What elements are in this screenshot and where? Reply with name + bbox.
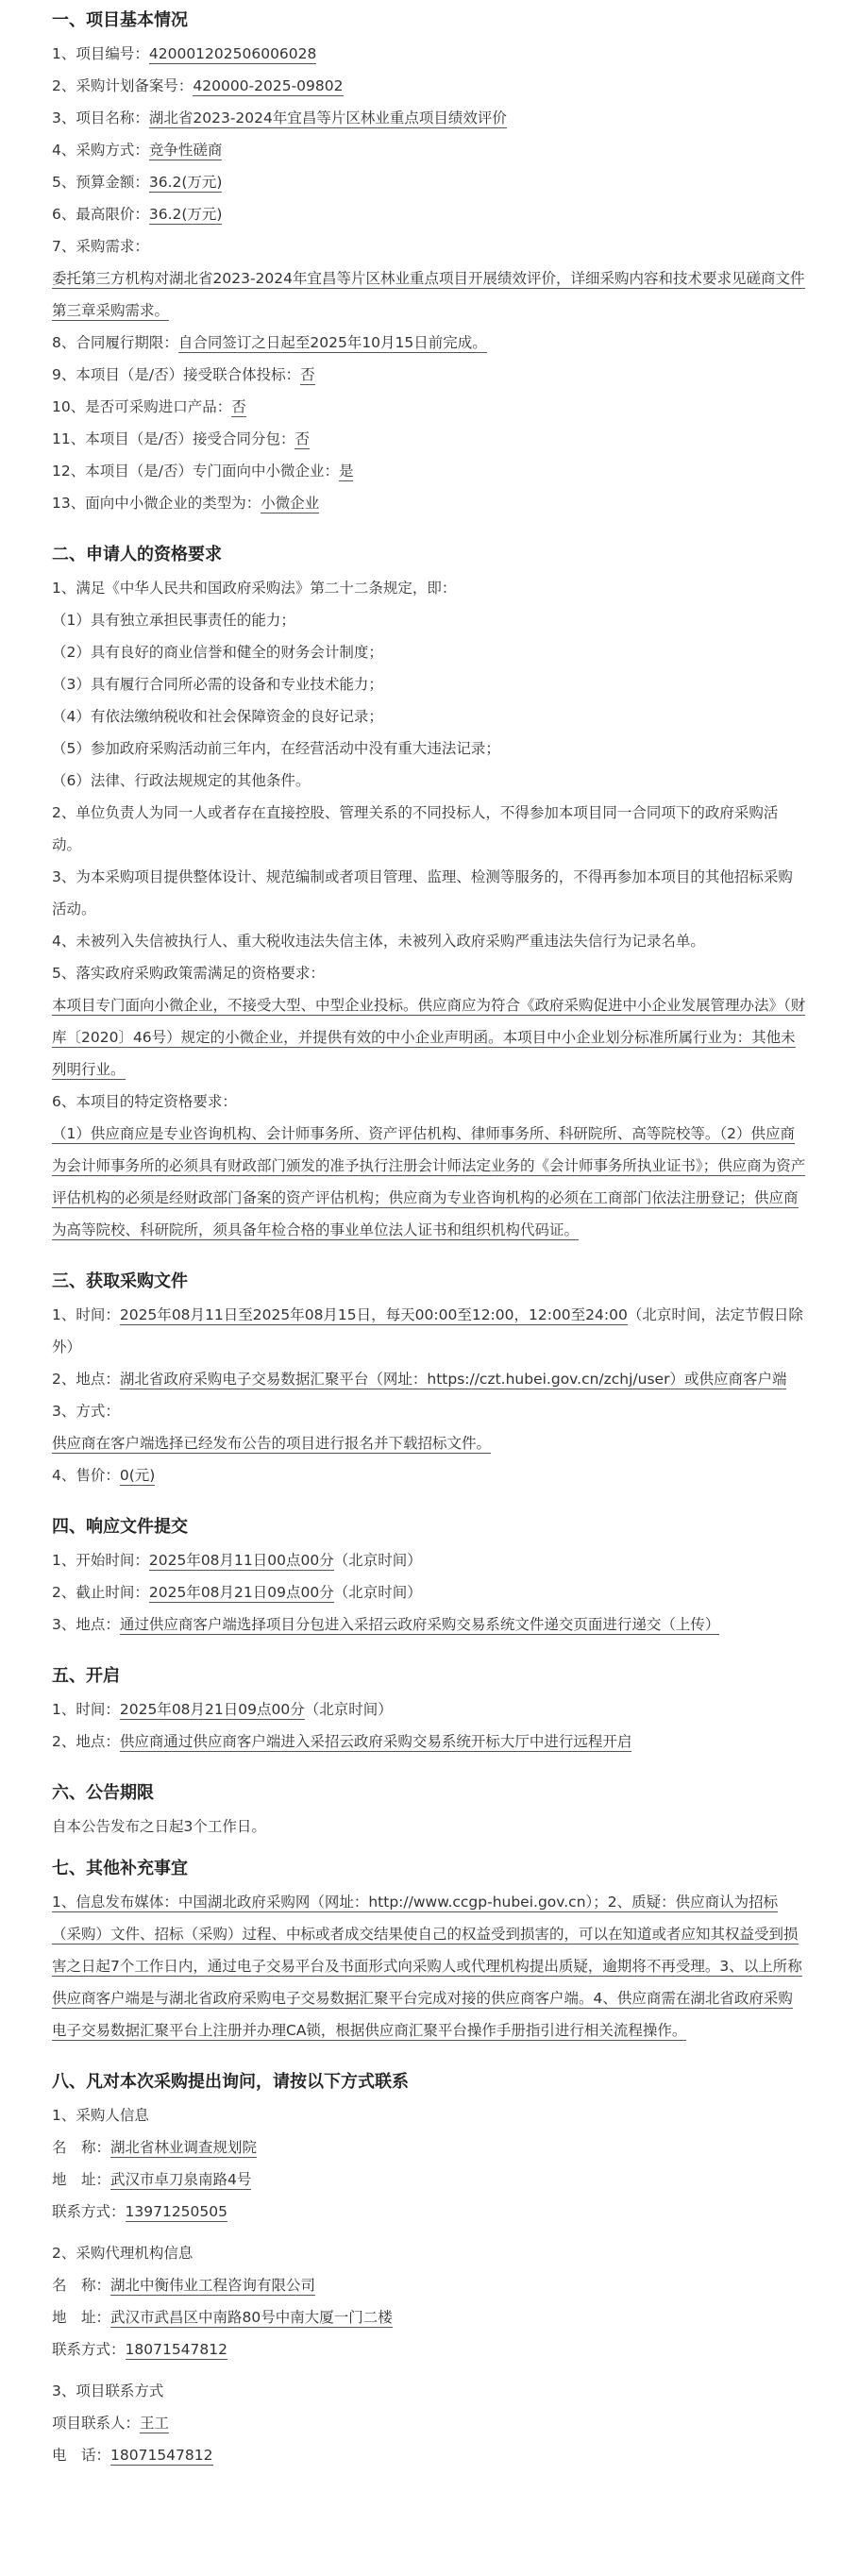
section-title-submission: 四、响应文件提交	[52, 1517, 188, 1537]
purchaser-address: 地 址：武汉市卓刀泉南路4号	[52, 2171, 252, 2188]
qual-line: （2）具有良好的商业信誉和健全的财务会计制度；	[52, 644, 383, 661]
submit-end-time: 2、截止时间：2025年08月21日09点00分（北京时间）	[52, 1584, 422, 1601]
section-title-obtain-docs: 三、获取采购文件	[52, 1271, 188, 1291]
submit-start-time: 1、开始时间：2025年08月11日00点00分（北京时间）	[52, 1552, 422, 1569]
purchaser-heading: 1、采购人信息	[52, 2107, 149, 2124]
qual-line: （1）具有独立承担民事责任的能力；	[52, 612, 295, 629]
qual-line: 1、满足《中华人民共和国政府采购法》第二十二条规定，即：	[52, 580, 457, 597]
section-title-qualification: 二、申请人的资格要求	[52, 545, 222, 564]
section-title-notice-period: 六、公告期限	[52, 1783, 154, 1803]
section-title-other-matters: 七、其他补充事宜	[52, 1859, 188, 1878]
item-requirement-text: 委托第三方机构对湖北省2023-2024年宜昌等片区林业重点项目开展绩效评价，详细采购内容和技术要求见磋商文件第三章采购需求。	[52, 270, 805, 319]
project-contact-person: 项目联系人：王工	[52, 2415, 170, 2432]
item-project-name: 3、项目名称：湖北省2023-2024年宜昌等片区林业重点项目绩效评价	[52, 109, 507, 126]
item-procurement-method: 4、采购方式：竞争性磋商	[52, 142, 223, 159]
obtain-price: 4、售价：0(元)	[52, 1467, 156, 1484]
submit-place: 3、地点：通过供应商客户端选择项目分包进入采招云政府采购交易系统文件递交页面进行递交（上传）	[52, 1616, 720, 1633]
item-max-price: 6、最高限价：36.2(万元)	[52, 206, 223, 223]
qual-paragraph-4: 4、未被列入失信被执行人、重大税收违法失信主体，未被列入政府采购严重违法失信行为记录名单。	[52, 933, 705, 950]
project-contact-heading: 3、项目联系方式	[52, 2382, 164, 2399]
opening-time: 1、时间：2025年08月21日09点00分（北京时间）	[52, 1701, 393, 1718]
qual-paragraph-3: 3、为本采购项目提供整体设计、规范编制或者项目管理、监理、检测等服务的，不得再参加本项目的其他招标采购活动。	[52, 868, 793, 918]
item-plan-record-number: 2、采购计划备案号：420000-2025-09802	[52, 77, 344, 94]
qual-specific-label: 6、本项目的特定资格要求：	[52, 1093, 237, 1110]
item-sme-only: 12、本项目（是/否）专门面向中小微企业：是	[52, 463, 354, 480]
purchaser-contact: 联系方式：13971250505	[52, 2203, 227, 2220]
agency-heading: 2、采购代理机构信息	[52, 2245, 193, 2262]
qual-line: （6）法律、行政法规规定的其他条件。	[52, 772, 311, 789]
qual-paragraph-2: 2、单位负责人为同一人或者存在直接控股、管理关系的不同投标人，不得参加本项目同一合同项下的政府采购活动。	[52, 804, 779, 853]
agency-address: 地 址：武汉市武昌区中南路80号中南大厦一门二楼	[52, 2309, 393, 2326]
qual-specific-text: （1）供应商应是专业咨询机构、会计师事务所、资产评估机构、律师事务所、科研院所、高等院校等。（2）供应商为会计师事务所的必须具有财政部门颁发的准予执行注册会计师法定业务的《会计师事务所执业证书》；供应商为资产评估机构的必须是经财政部门备案的资产评估机构；供应商为专业咨询机构的必须在工商部门依法注册登记；供应商为高等院校、科研院所，须具备年检合格的事业单位法人证书和组织机构代码证。	[52, 1125, 806, 1238]
section-title-contact: 八、凡对本次采购提出询问，请按以下方式联系	[52, 2072, 409, 2092]
item-consortium: 9、本项目（是/否）接受联合体投标：否	[52, 366, 315, 383]
notice-period-text: 自本公告发布之日起3个工作日。	[52, 1818, 266, 1835]
qual-line: （5）参加政府采购活动前三年内，在经营活动中没有重大违法记录；	[52, 740, 500, 757]
section-title-opening: 五、开启	[52, 1666, 120, 1686]
project-contact-phone: 电 话：18071547812	[52, 2447, 213, 2464]
purchaser-name: 名 称：湖北省林业调查规划院	[52, 2139, 258, 2156]
qual-line: （3）具有履行合同所必需的设备和专业技术能力；	[52, 676, 383, 693]
other-matters-text: 1、信息发布媒体：中国湖北政府采购网（网址：http://www.ccgp-hubei.gov.cn）；2、质疑：供应商认为招标（采购）文件、招标（采购）过程、中标或者成交结果使自己的权益受到损害的，可以在知道或者应知其权益受到损害之日起7个工作日内，通过电子交易平台及书面形式向采购人或代理机构提出质疑，逾期将不再受理。3、以上所称供应商客户端是与湖北省政府采购电子交易数据汇聚平台完成对接的供应商客户端。4、供应商需在湖北省政府采购电子交易数据汇聚平台上注册并办理CA锁，根据供应商汇聚平台操作手册指引进行相关流程操作。	[52, 1894, 802, 2039]
agency-name: 名 称：湖北中衡伟业工程咨询有限公司	[52, 2277, 316, 2294]
qual-line: （4）有依法缴纳税收和社会保障资金的良好记录；	[52, 708, 383, 725]
obtain-place: 2、地点：湖北省政府采购电子交易数据汇聚平台（网址：https://czt.hubei.gov.cn/zchj/user）或供应商客户端	[52, 1371, 787, 1388]
opening-place: 2、地点：供应商通过供应商客户端进入采招云政府采购交易系统开标大厅中进行远程开启	[52, 1733, 632, 1750]
item-requirement-label: 7、采购需求：	[52, 238, 149, 255]
qual-policy-label: 5、落实政府采购政策需满足的资格要求：	[52, 965, 325, 982]
obtain-method: 供应商在客户端选择已经发布公告的项目进行报名并下载招标文件。	[52, 1435, 492, 1452]
item-subcontract: 11、本项目（是/否）接受合同分包：否	[52, 430, 310, 447]
item-contract-period: 8、合同履行期限：自合同签订之日起至2025年10月15日前完成。	[52, 334, 487, 351]
item-sme-type: 13、面向中小微企业的类型为：小微企业	[52, 495, 320, 512]
item-import: 10、是否可采购进口产品：否	[52, 398, 246, 415]
item-project-number: 1、项目编号：420001202506006028	[52, 45, 317, 62]
qual-policy-text: 本项目专门面向小微企业，不接受大型、中型企业投标。供应商应为符合《政府采购促进中小企业发展管理办法》（财库〔2020〕46号）规定的小微企业，并提供有效的中小企业声明函。本项目中小企业划分标准所属行业为：其他未列明行业。	[52, 997, 806, 1078]
item-budget: 5、预算金额：36.2(万元)	[52, 174, 223, 191]
section-title-basic-info: 一、项目基本情况	[52, 10, 188, 30]
obtain-method-label: 3、方式：	[52, 1403, 120, 1420]
obtain-time: 1、时间：2025年08月11日至2025年08月15日，每天00:00至12:00，12:00至24:00（北京时间，法定节假日除外）	[52, 1306, 803, 1355]
agency-contact: 联系方式：18071547812	[52, 2341, 227, 2358]
